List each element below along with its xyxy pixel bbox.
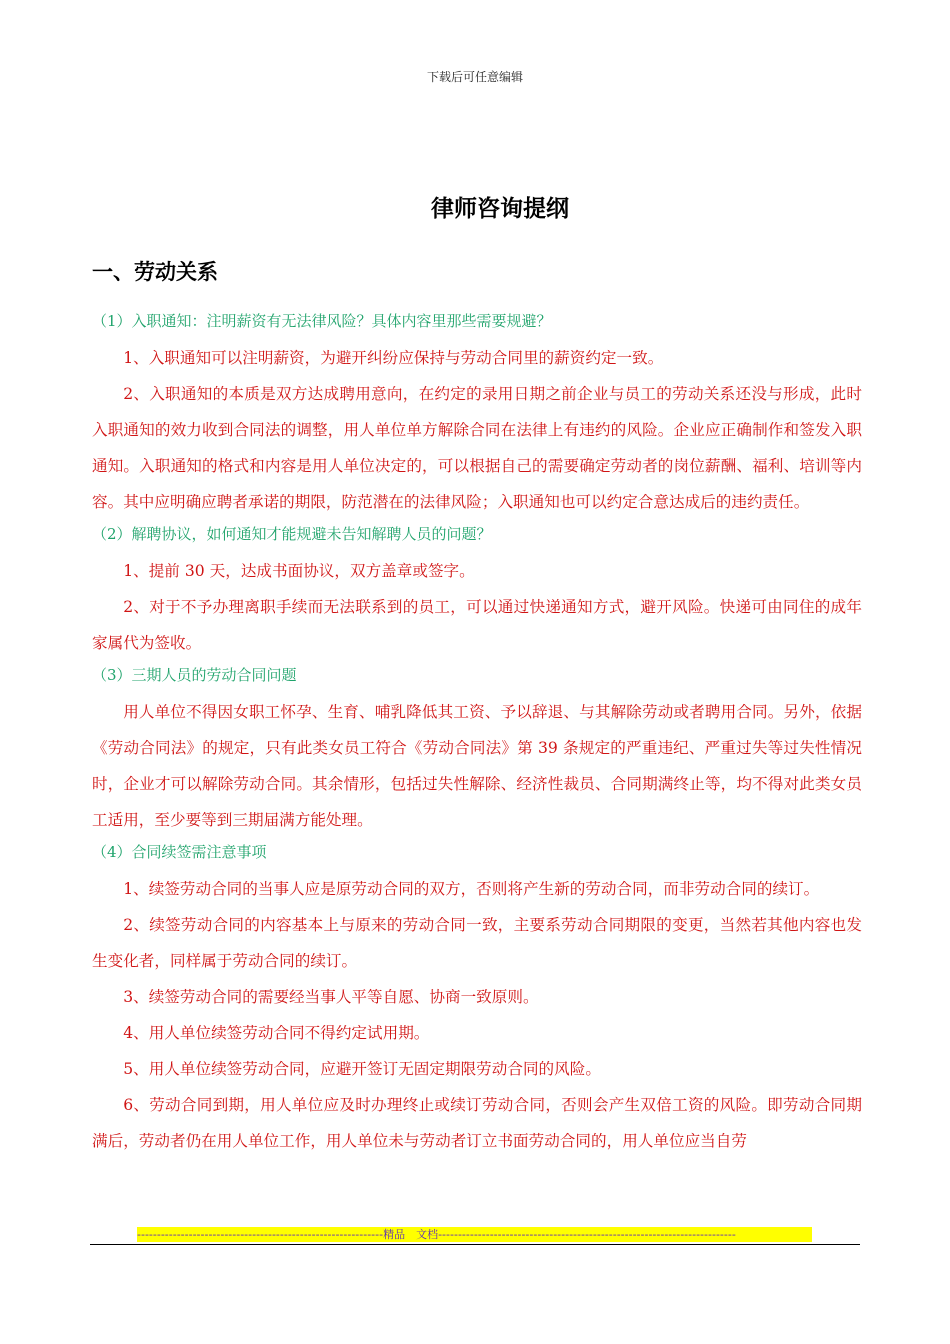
- paragraph: 1、续签劳动合同的当事人应是原劳动合同的双方，否则将产生新的劳动合同，而非劳动合同的续订。: [123, 880, 820, 898]
- section-heading: 一、劳动关系: [92, 260, 218, 284]
- paragraph: 2、对于不予办理离职手续而无法联系到的员工，可以通过快递通知方式，避开风险。快递可由同住的成年家属代为签收。: [92, 598, 862, 652]
- question-1: （1）入职通知：注明薪资有无法律风险？具体内容里那些需要规避？: [92, 312, 552, 330]
- paragraph: 4、用人单位续签劳动合同不得约定试用期。: [123, 1024, 430, 1042]
- paragraph: 1、入职通知可以注明薪资，为避开纠纷应保持与劳动合同里的薪资约定一致。: [123, 349, 664, 367]
- paragraph: 3、续签劳动合同的需要经当事人平等自愿、协商一致原则。: [123, 988, 539, 1006]
- paragraph: 1、提前 30 天，达成书面协议，双方盖章或签字。: [123, 562, 475, 580]
- document-title: 律师咨询提纲: [431, 196, 569, 222]
- footer-banner: --------------------------------------------------------------精品 文档---------------------------------------------------------------------------: [137, 1227, 812, 1242]
- footer-divider: [90, 1244, 860, 1245]
- document-body: [92, 309, 862, 1159]
- question-3: （3）三期人员的劳动合同问题: [92, 666, 297, 684]
- paragraph: 用人单位不得因女职工怀孕、生育、哺乳降低其工资、予以辞退、与其解除劳动或者聘用合同。另外，依据《劳动合同法》的规定，只有此类女员工符合《劳动合同法》第 39 条规定的严重违纪、严重过失等过失性情况时，企业才可以解除劳动合同。其余情形，包括过失性解除、经济性裁员、合同期满终止等，均不得对此类女员工适用，至少要等到三期届满方能处理。: [92, 703, 862, 829]
- paragraph: 5、用人单位续签劳动合同，应避开签订无固定期限劳动合同的风险。: [123, 1060, 601, 1078]
- paragraph: 2、入职通知的本质是双方达成聘用意向，在约定的录用日期之前企业与员工的劳动关系还没与形成，此时入职通知的效力收到合同法的调整，用人单位单方解除合同在法律上有违约的风险。企业应正确制作和签发入职通知。入职通知的格式和内容是用人单位决定的，可以根据自己的需要确定劳动者的岗位薪酬、福利、培训等内容。其中应明确应聘者承诺的期限，防范潜在的法律风险；入职通知也可以约定合意达成后的违约责任。: [92, 385, 862, 511]
- header-note: 下载后可任意编辑: [426, 70, 523, 84]
- paragraph: 6、劳动合同到期，用人单位应及时办理终止或续订劳动合同，否则会产生双倍工资的风险。即劳动合同期满后，劳动者仍在用人单位工作，用人单位未与劳动者订立书面劳动合同的，用人单位应当自劳: [92, 1096, 862, 1150]
- paragraph: 2、续签劳动合同的内容基本上与原来的劳动合同一致，主要系劳动合同期限的变更，当然若其他内容也发生变化者，同样属于劳动合同的续订。: [92, 916, 862, 970]
- question-4: （4）合同续签需注意事项: [92, 843, 267, 861]
- question-2: （2）解聘协议，如何通知才能规避未告知解聘人员的问题？: [92, 525, 492, 543]
